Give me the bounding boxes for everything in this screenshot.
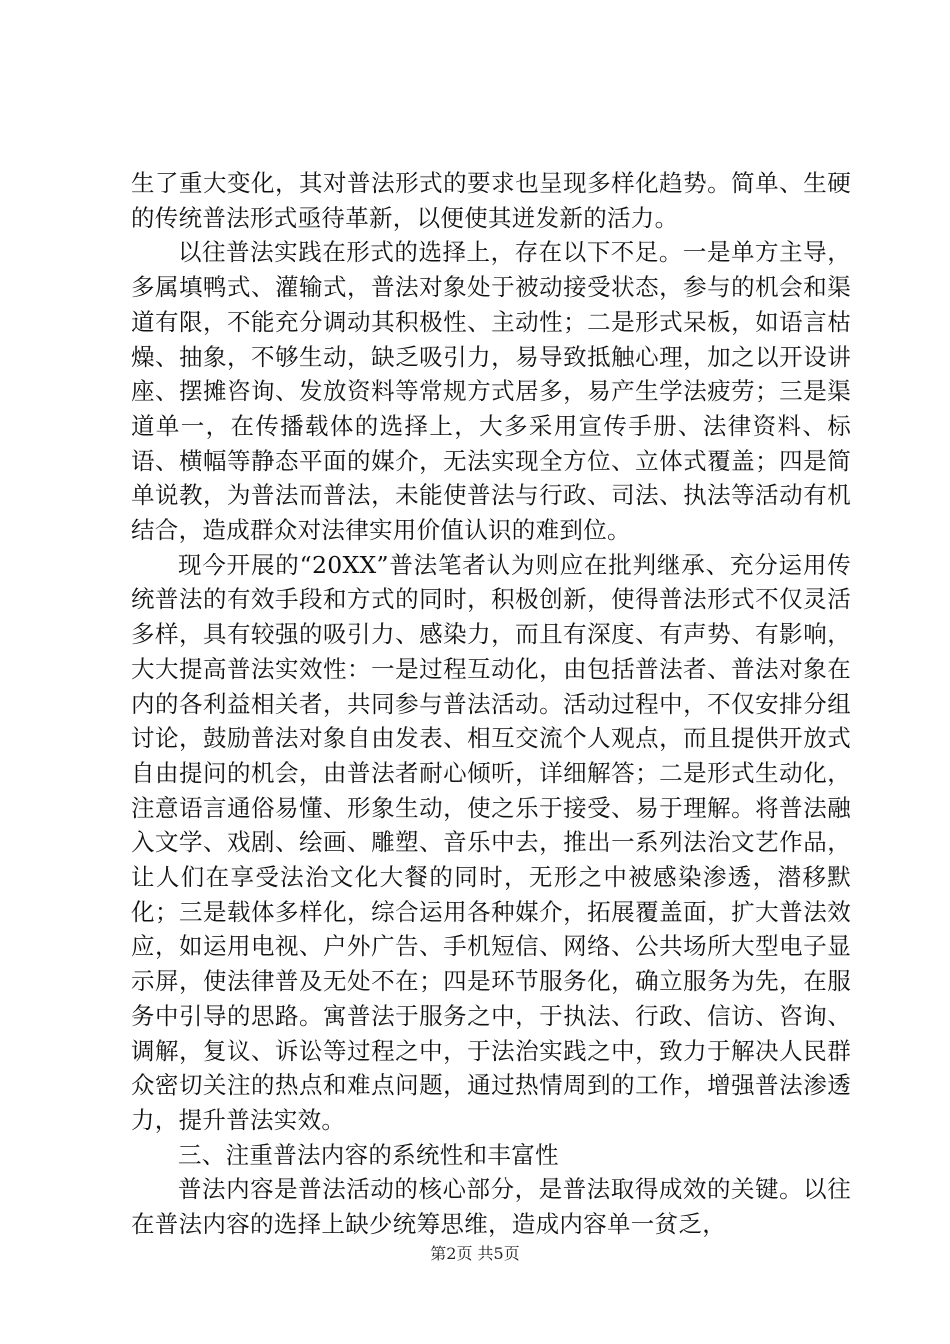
page-footer: 第2页 共5页	[430, 1244, 520, 1263]
paragraph-content: 普法内容是普法活动的核心部分，是普法取得成效的关键。以往在普法内容的选择上缺少统筹思维，造成内容单一贫乏，	[131, 1175, 851, 1239]
document-body	[131, 166, 851, 1242]
section-heading: 三、注重普法内容的系统性和丰富性	[178, 1140, 559, 1169]
paragraph-innovation: 现今开展的“20XX”普法笔者认为则应在批判继承、充分运用传统普法的有效手段和方式的同时，积极创新，使得普法形式不仅灵活多样，具有较强的吸引力、感染力，而且有深度、有声势、有影响，大大提高普法实效性：一是过程互动化，由包括普法者、普法对象在内的各利益相关者，共同参与普法活动。活动过程中，不仅安排分组讨论，鼓励普法对象自由发表、相互交流个人观点，而且提供开放式自由提问的机会，由普法者耐心倾听，详细解答；二是形式生动化，注意语言通俗易懂、形象生动，使之乐于接受、易于理解。将普法融入文学、戏剧、绘画、雕塑、音乐中去，推出一系列法治文艺作品，让人们在享受法治文化大餐的同时，无形之中被感染渗透，潜移默化；三是载体多样化，综合运用各种媒介，拓展覆盖面，扩大普法效应，如运用电视、户外广告、手机短信、网络、公共场所大型电子显示屏，使法律普及无处不在；四是环节服务化，确立服务为先，在服务中引导的思路。寓普法于服务之中，于执法、行政、信访、咨询、调解，复议、诉讼等过程之中，于法治实践之中，致力于解决人民群众密切关注的热点和难点问题，通过热情周到的工作，增强普法渗透力，提升普法实效。	[131, 550, 851, 1134]
paragraph-continuation: 生了重大变化，其对普法形式的要求也呈现多样化趋势。简单、生硬的传统普法形式亟待革新，以便使其迸发新的活力。	[131, 169, 851, 232]
paragraph-shortcomings: 以往普法实践在形式的选择上，存在以下不足。一是单方主导，多属填鸭式、灌输式，普法对象处于被动接受状态，参与的机会和渠道有限，不能充分调动其积极性、主动性；二是形式呆板，如语言枯燥、抽象，不够生动，缺乏吸引力，易导致抵触心理，加之以开设讲座、摆摊咨询、发放资料等常规方式居多，易产生学法疲劳；三是渠道单一，在传播载体的选择上，大多采用宣传手册、法律资料、标语、横幅等静态平面的媒介，无法实现全方位、立体式覆盖；四是简单说教，为普法而普法，未能使普法与行政、司法、执法等活动有机结合，造成群众对法律实用价值认识的难到位。	[131, 238, 851, 545]
